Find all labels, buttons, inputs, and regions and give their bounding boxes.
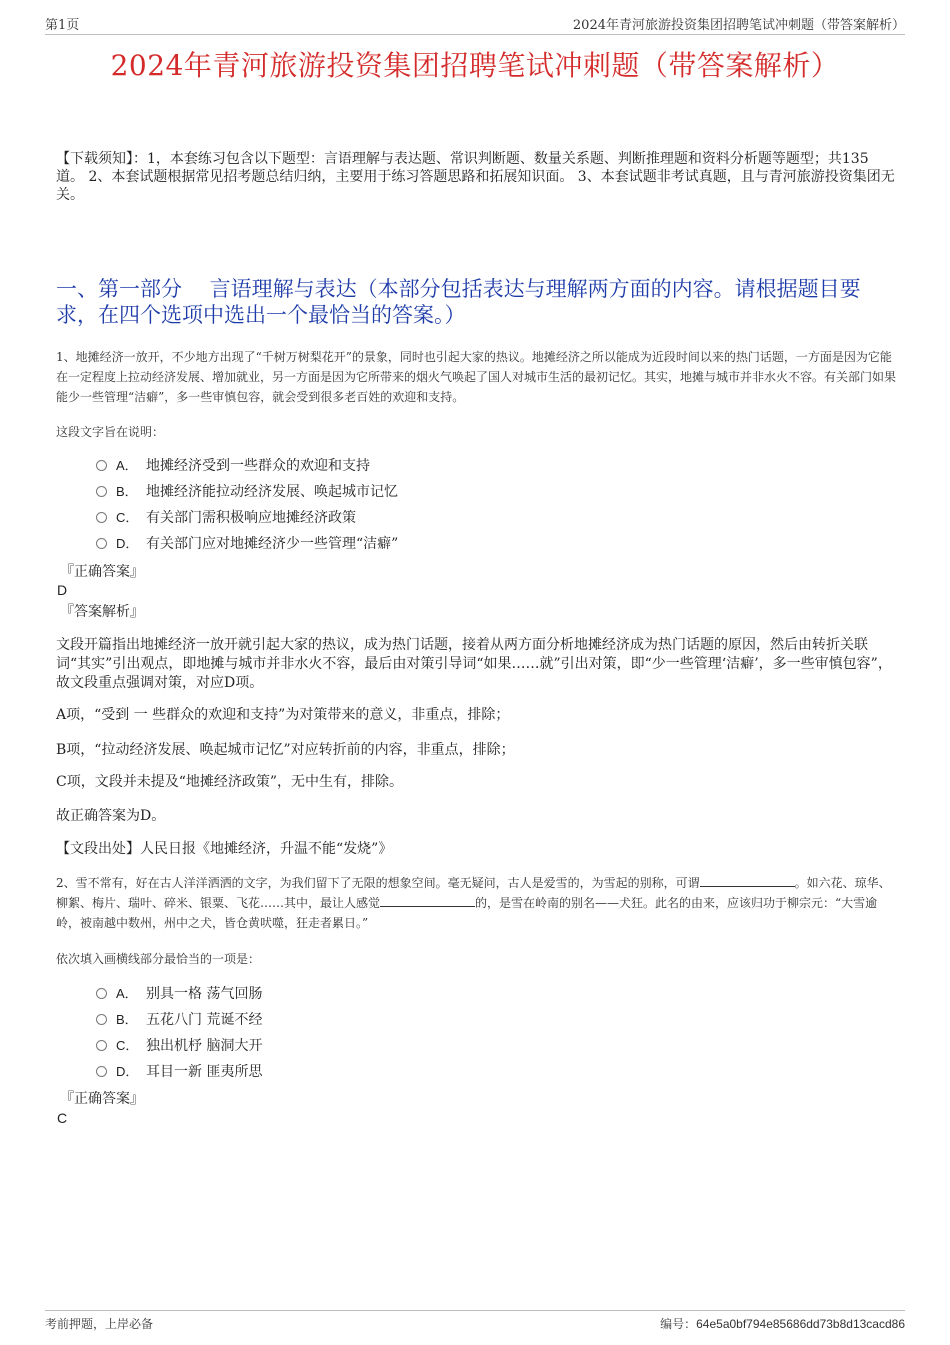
question-2-prompt: 依次填入画横线部分最恰当的一项是： [56,952,261,966]
radio-icon[interactable] [96,512,107,523]
answer-value-2: C [57,1110,68,1126]
option-a[interactable]: A． 别具一格 荡气回肠 [96,981,262,1007]
radio-icon[interactable] [96,1014,107,1025]
text-source: 【文段出处】人民日报《地摊经济，升温不能“发烧”》 [56,841,393,857]
analysis-line-c: C项，文段并未提及“地摊经济政策”，无中生有，排除。 [56,774,404,790]
option-a[interactable]: A． 地摊经济受到一些群众的欢迎和支持 [96,453,398,479]
page-number: 第1页 [45,18,80,33]
fill-blank-2[interactable] [380,894,475,907]
question-2-text: 2、雪不常有，好在古人洋洋洒洒的文字，为我们留下了无限的想象空间。毫无疑问，古人是爱雪的，为雪起的别称，可谓 。如六花、琼华、柳絮、梅片、瑞叶、碎米、银粟、飞花……其中，最让人感觉 的，是雪在岭南的别名——犬狂。此名的由来，应该归功于柳宗元：“大雪逾岭，被南越中数州，州中之犬，皆仓黄吠噬，狂走者累日。” [56,876,891,930]
question-1-options [96,453,398,557]
radio-icon[interactable] [96,988,107,999]
radio-icon[interactable] [96,538,107,549]
page-header [45,14,905,35]
header-doc-title: 2024年青河旅游投资集团招聘笔试冲刺题（带答案解析） [572,18,905,33]
question-2-options [96,981,262,1085]
option-c[interactable]: C． 独出机杼 脑洞大开 [96,1033,262,1059]
fill-blank-1[interactable] [700,874,795,887]
page-title: 2024年青河旅游投资集团招聘笔试冲刺题（带答案解析） [110,49,840,82]
analysis-label: 『答案解析』 [60,604,144,620]
radio-icon[interactable] [96,1066,107,1077]
analysis-conclusion: 故正确答案为D。 [56,808,166,824]
footer-code: 编号：64e5a0bf794e85686dd73b8d13cacd86 [660,1317,905,1331]
section-heading: 一、第一部分 言语理解与表达（本部分包括表达与理解两方面的内容。请根据题目要求，在四个选项中选出一个最恰当的答案。） [56,277,861,327]
question-1-prompt: 这段文字旨在说明： [56,425,165,439]
page-footer [45,1310,905,1335]
footer-slogan: 考前押题，上岸必备 [45,1317,154,1331]
question-1-text: 1、地摊经济一放开，不少地方出现了“千树万树梨花开”的景象，同时也引起大家的热议。地摊经济之所以能成为近段时间以来的热门话题，一方面是因为它能在一定程度上拉动经济发展、增加就业，另一方面是因为它所带来的烟火气唤起了国人对城市生活的最初记忆。其实，地摊与城市并非水火不容。有关部门如果能少一些管理“洁癖”，多一些审慎包容，就会受到很多老百姓的欢迎和支持。 [56,350,897,404]
option-b[interactable]: B． 五花八门 荒诞不经 [96,1007,262,1033]
radio-icon[interactable] [96,460,107,471]
option-d[interactable]: D． 有关部门应对地摊经济少一些管理“洁癖” [96,531,398,557]
download-notice: 【下载须知】：1，本套练习包含以下题型：言语理解与表达题、常识判断题、数量关系题、判断推理题和资料分析题等题型；共135道。 2、本套试题根据常见招考题总结归纳，主要用于练习答题思路和拓展知识面。 3、本套试题非考试真题，且与青河旅游投资集团无关。 [56,151,895,203]
analysis-text: 文段开篇指出地摊经济一放开就引起大家的热议，成为热门话题，接着从两方面分析地摊经济成为热门话题的原因，然后由转折关联词“其实”引出观点，即地摊与城市并非水火不容，最后由对策引导词“如果……就”引出对策，即“少一些管理‘洁癖’，多一些审慎包容”，故文段重点强调对策，对应D项。 [56,637,892,691]
analysis-line-b: B项，“拉动经济发展、唤起城市记忆”对应转折前的内容，非重点，排除； [56,742,515,758]
option-b[interactable]: B． 地摊经济能拉动经济发展、唤起城市记忆 [96,479,398,505]
option-c[interactable]: C． 有关部门需积极响应地摊经济政策 [96,505,398,531]
radio-icon[interactable] [96,486,107,497]
answer-label-2: 『正确答案』 [60,1091,144,1107]
radio-icon[interactable] [96,1040,107,1051]
option-d[interactable]: D． 耳目一新 匪夷所思 [96,1059,262,1085]
answer-value: D [57,582,68,598]
answer-label: 『正确答案』 [60,564,144,580]
analysis-line-a: A项，“受到 一 些群众的欢迎和支持”为对策带来的意义，非重点，排除； [56,707,510,723]
